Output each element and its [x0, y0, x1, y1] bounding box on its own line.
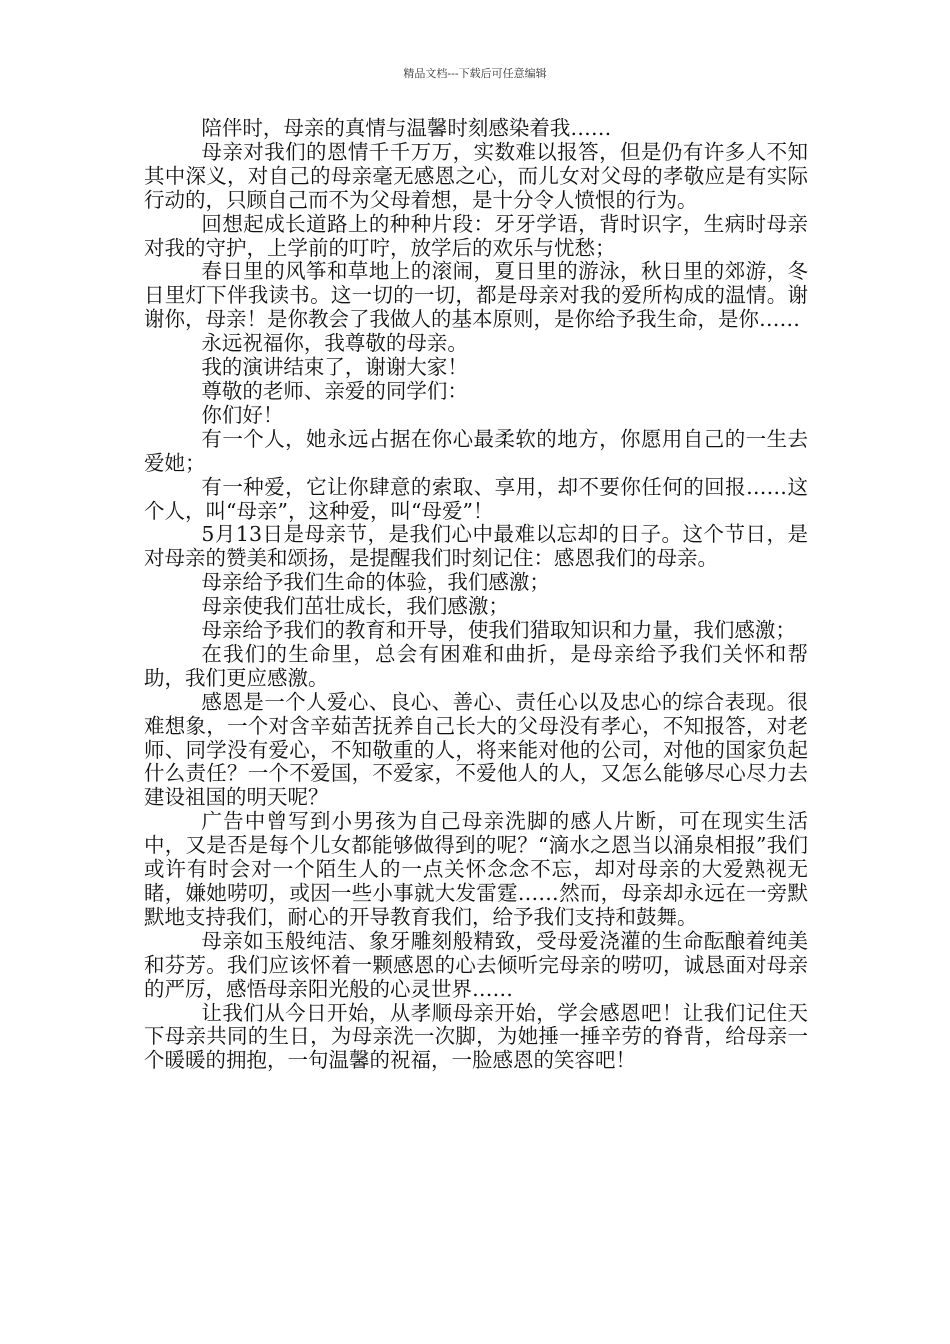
paragraph: 你们好！	[201, 402, 284, 427]
paragraph: 在我们的生命里，总会有困难和曲折，是母亲给予我们关怀和帮助，我们更应感激。	[144, 641, 808, 690]
paragraph: 5月13日是母亲节，是我们心中最难以忘却的日子。这个节日，是对母亲的赞美和颂扬，是提醒我们时刻记住：感恩我们的母亲。	[144, 522, 808, 571]
paragraph: 母亲如玉般纯洁、象牙雕刻般精致，受母爱浇灌的生命酝酿着纯美和芬芳。我们应该怀着一颗感恩的心去倾听完母亲的唠叨，诚恳面对母亲的严厉，感悟母亲阳光般的心灵世界……	[144, 928, 808, 1001]
paragraph: 有一个人，她永远占据在你心最柔软的地方，你愿用自己的一生去爱她；	[144, 426, 808, 475]
document-body	[144, 117, 808, 1073]
paragraph: 春日里的风筝和草地上的滚闹，夏日里的游泳，秋日里的郊游，冬日里灯下伴我读书。这一切的一切，都是母亲对我的爱所构成的温情。谢谢你，母亲！是你教会了我做人的基本原则，是你给予我生命，是你……	[144, 259, 808, 332]
paragraph: 母亲给予我们生命的体验，我们感激；	[201, 570, 550, 595]
paragraph: 广告中曾写到小男孩为自己母亲洗脚的感人片断，可在现实生活中，又是否是每个儿女都能够做得到的呢？“滴水之恩当以涌泉相报”我们或许有时会对一个陌生人的一点关怀念念不忘，却对母亲的大爱熟视无睹，嫌她唠叨，或因一些小事就大发雷霆……然而，母亲却永远在一旁默默地支持我们，耐心的开导教育我们，给予我们支持和鼓舞。	[144, 809, 808, 929]
paragraph: 母亲对我们的恩情千千万万，实数难以报答，但是仍有许多人不知其中深义，对自己的母亲毫无感恩之心，而儿女对父母的孝敬应是有实际行动的，只顾自己而不为父母着想，是十分令人愤恨的行为。	[144, 139, 808, 212]
paragraph: 有一种爱，它让你肆意的索取、享用，却不要你任何的回报……这个人，叫“母亲”，这种爱，叫“母爱”！	[144, 474, 808, 523]
paragraph: 让我们从今日开始，从孝顺母亲开始，学会感恩吧！让我们记住天下母亲共同的生日，为母亲洗一次脚，为她捶一捶辛劳的脊背，给母亲一个暖暖的拥抱，一句温馨的祝福，一脸感恩的笑容吧！	[144, 1000, 808, 1073]
paragraph: 我的演讲结束了，谢谢大家！	[201, 355, 468, 380]
paragraph: 母亲给予我们的教育和开导，使我们猎取知识和力量，我们感激；	[201, 618, 796, 643]
paragraph: 母亲使我们茁壮成长，我们感激；	[201, 594, 509, 619]
paragraph: 回想起成长道路上的种种片段：牙牙学语，背时识字，生病时母亲对我的守护，上学前的叮咛，放学后的欢乐与忧愁；	[144, 211, 808, 260]
paragraph: 感恩是一个人爱心、良心、善心、责任心以及忠心的综合表现。很难想象，一个对含辛茹苦抚养自己长大的父母没有孝心，不知报答，对老师、同学没有爱心，不知敬重的人，将来能对他的公司，对他的国家负起什么责任？一个不爱国，不爱家，不爱他人的人，又怎么能够尽心尽力去建设祖国的明天呢？	[144, 689, 808, 810]
paragraph: 尊敬的老师、亲爱的同学们：	[201, 378, 468, 403]
paragraph: 永远祝福你，我尊敬的母亲。	[201, 331, 468, 356]
page-header: 精品文档---下载后可任意编辑	[403, 67, 547, 80]
paragraph: 陪伴时，母亲的真情与温馨时刻感染着我……	[201, 116, 612, 140]
